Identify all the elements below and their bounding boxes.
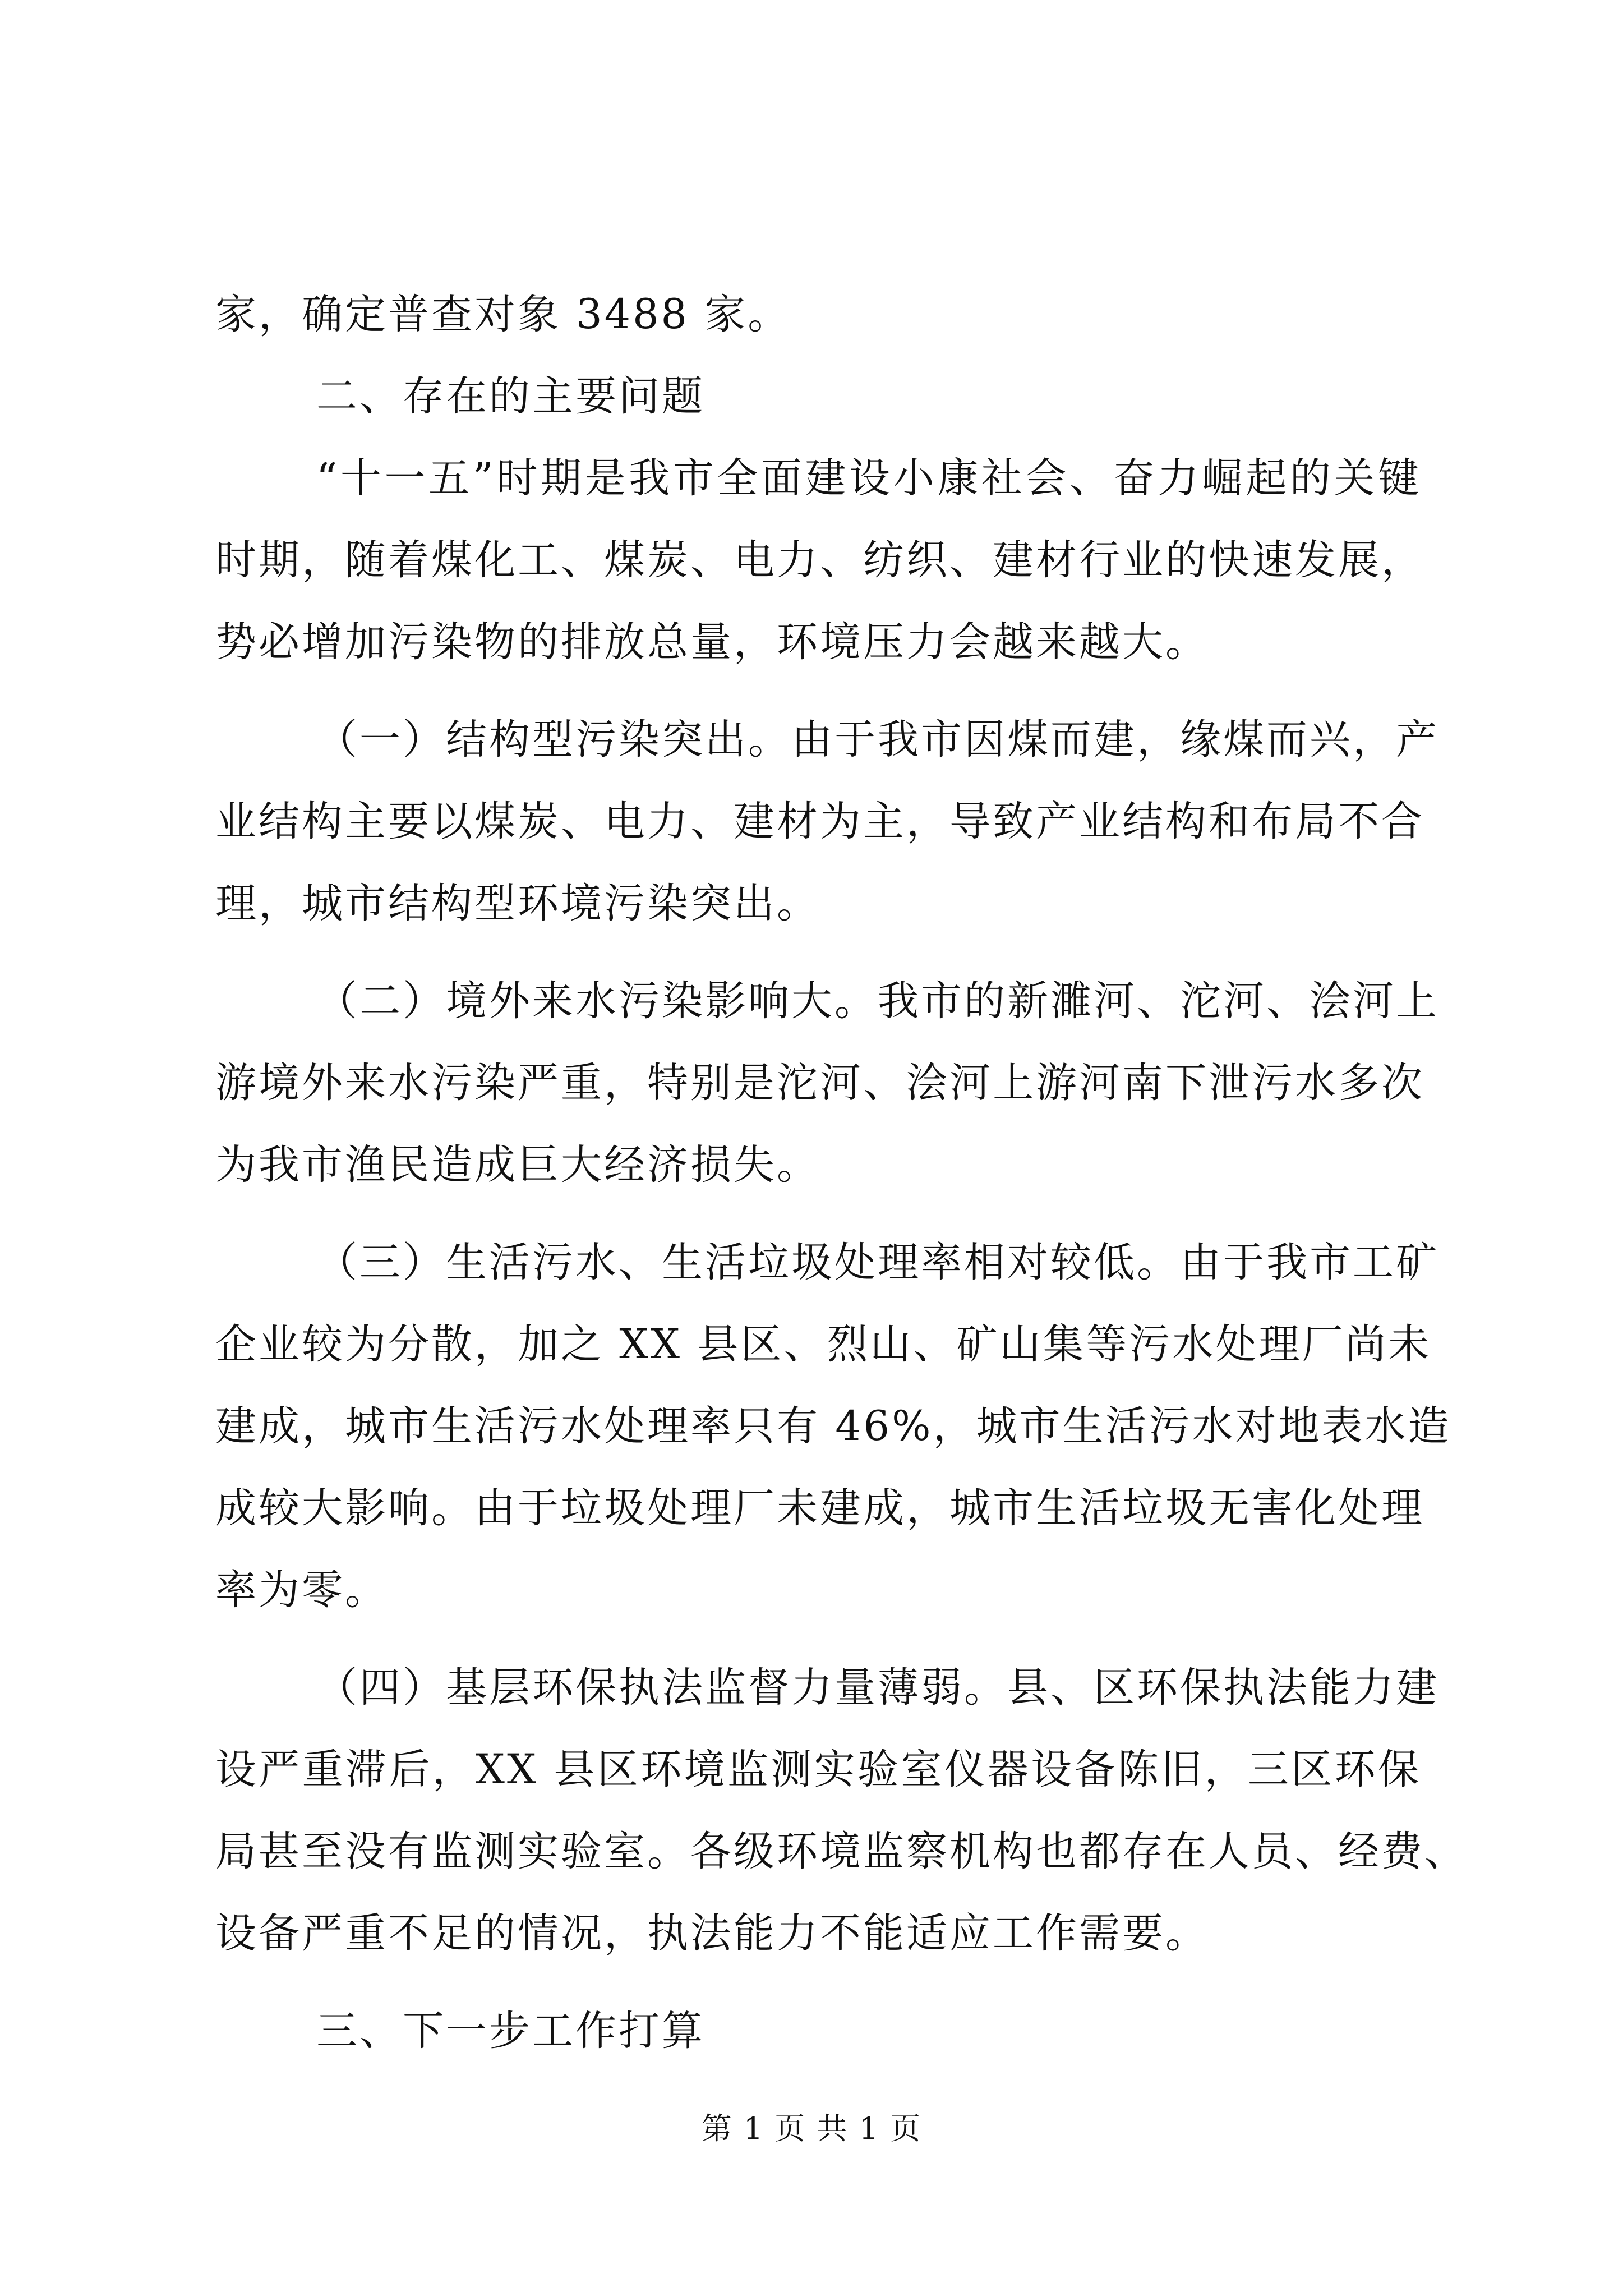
text-line: 设严重滞后，XX 县区环境监测实验室仪器设备陈旧，三区环保 (215, 1746, 1421, 1793)
text-line: （二）境外来水污染影响大。我市的新濉河、沱河、浍河上 (316, 977, 1439, 1025)
section-heading: 二、存在的主要问题 (316, 372, 705, 420)
text-line: 设备严重不足的情况，执法能力不能适应工作需要。 (215, 1910, 1209, 1957)
text-line: （四）基层环保执法监督力量薄弱。县、区环保执法能力建 (316, 1664, 1439, 1711)
page-footer: 第 1 页 共 1 页 (701, 2111, 922, 2146)
text-line: 时期，随着煤化工、煤炭、电力、纺织、建材行业的快速发展， (215, 536, 1424, 584)
text-line: 势必增加污染物的排放总量，环境压力会越来越大。 (215, 618, 1209, 666)
text-line: 为我市渔民造成巨大经济损失。 (215, 1141, 820, 1189)
section-heading: 三、下一步工作打算 (316, 2007, 705, 2055)
text-line: （一）结构型污染突出。由于我市因煤而建，缘煤而兴，产 (316, 716, 1439, 763)
text-line: 家，确定普查对象 3488 家。 (215, 291, 791, 338)
text-line: 游境外来水污染严重，特别是沱河、浍河上游河南下泄污水多次 (215, 1059, 1424, 1107)
text-line: 局甚至没有监测实验室。各级环境监察机构也都存在人员、经费、 (215, 1828, 1468, 1875)
text-line: “十一五”时期是我市全面建设小康社会、奋力崛起的关键 (316, 454, 1421, 502)
text-line: 企业较为分散，加之 XX 县区、烈山、矿山集等污水处理厂尚未 (215, 1320, 1432, 1368)
text-line: 率为零。 (215, 1566, 388, 1614)
document-body (215, 274, 1468, 2072)
text-line: 建成，城市生活污水处理率只有 46%，城市生活污水对地表水造 (215, 1402, 1451, 1450)
text-line: 成较大影响。由于垃圾处理厂未建成，城市生活垃圾无害化处理 (215, 1484, 1424, 1532)
text-line: 业结构主要以煤炭、电力、建材为主，导致产业结构和布局不合 (215, 798, 1424, 845)
text-line: （三）生活污水、生活垃圾处理率相对较低。由于我市工矿 (316, 1239, 1439, 1286)
text-line: 理，城市结构型环境污染突出。 (215, 880, 820, 927)
